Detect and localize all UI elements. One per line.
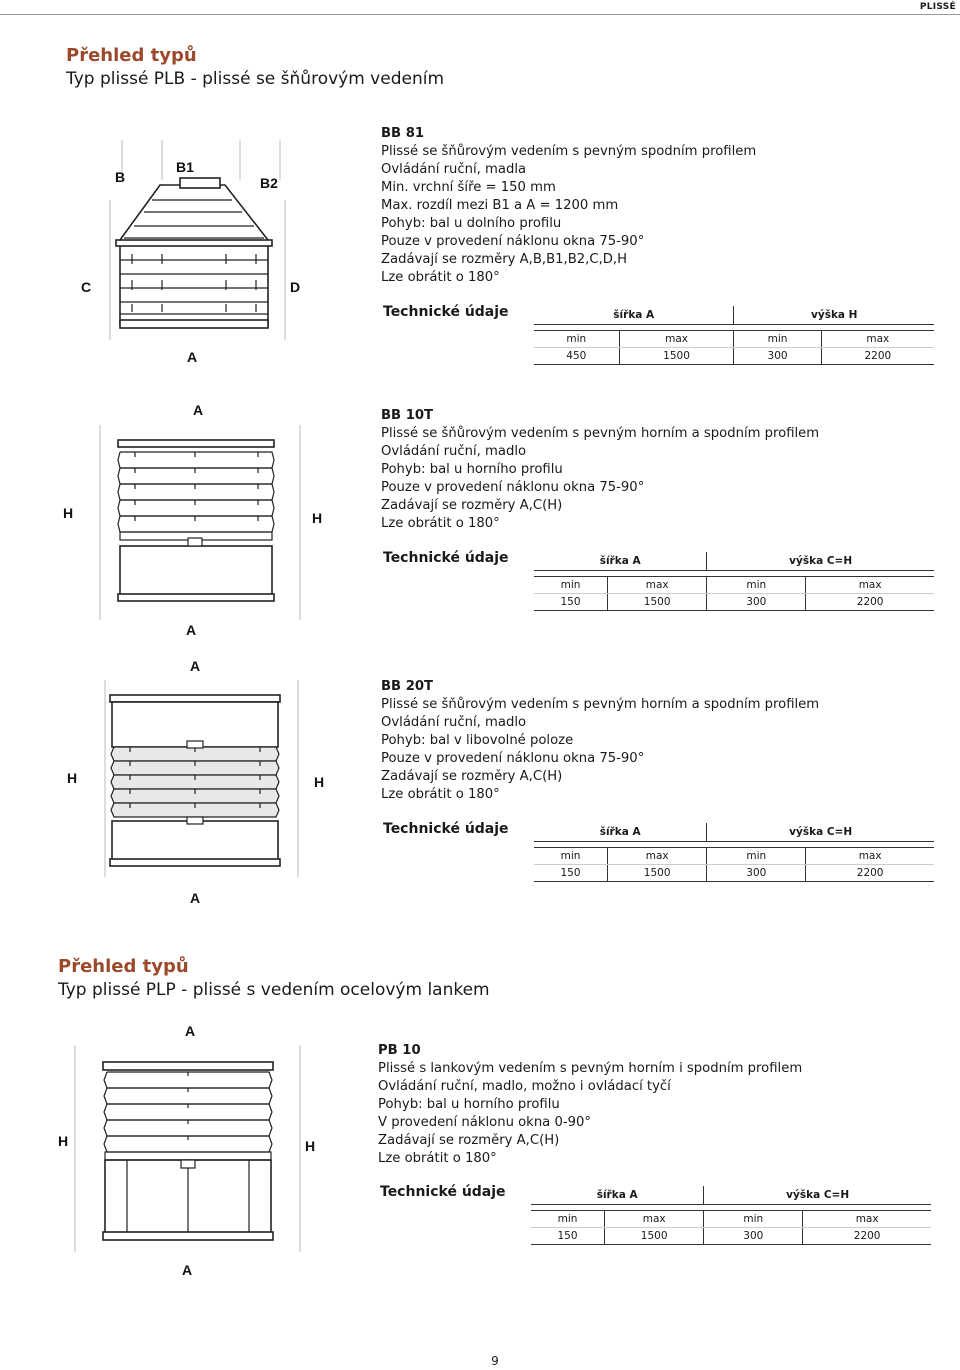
value-cell: 300 <box>704 1228 803 1245</box>
max-label: max <box>605 1211 704 1228</box>
desc-line: Zadávají se rozměry A,B,B1,B2,C,D,H <box>381 252 628 267</box>
desc-line: Pohyb: bal u dolního profilu <box>381 216 562 231</box>
bb20t-tech-table <box>383 823 938 878</box>
min-label: min <box>534 331 619 348</box>
value-cell: 2200 <box>806 865 934 882</box>
label-h-left: H <box>58 1133 69 1149</box>
desc-line: Lze obrátit o 180° <box>381 516 500 531</box>
value-cell: 300 <box>707 594 806 611</box>
min-label: min <box>707 848 806 865</box>
bb10t-drawing <box>60 400 330 640</box>
min-label: min <box>707 577 806 594</box>
value-cell: 1500 <box>619 348 734 365</box>
label-h-right: H <box>314 774 325 790</box>
bb10t-tech-table <box>383 552 938 607</box>
page-number: 9 <box>491 1354 499 1368</box>
min-label: min <box>531 1211 605 1228</box>
section-subtitle: Typ plissé PLP - plissé s vedením ocelovým lankem <box>58 980 490 1000</box>
value-cell: 1500 <box>608 865 707 882</box>
max-label: max <box>608 577 707 594</box>
desc-line: Lze obrátit o 180° <box>381 787 500 802</box>
bb81-tech-table <box>383 306 938 361</box>
value-cell: 2200 <box>803 1228 931 1245</box>
bb20t-drawing <box>60 655 330 910</box>
desc-line: Plissé se šňůrovým vedením s pevným horním a spodním profilem <box>381 426 820 441</box>
label-b2: B2 <box>260 175 278 191</box>
label-a-top: A <box>193 402 204 418</box>
product-code: BB 81 <box>381 126 425 141</box>
desc-line: Pohyb: bal u horního profilu <box>378 1097 560 1112</box>
width-header: šířka A <box>534 823 707 842</box>
min-label: min <box>534 848 608 865</box>
desc-line: Zadávají se rozměry A,C(H) <box>381 769 563 784</box>
value-cell: 2200 <box>821 348 934 365</box>
label-a: A <box>187 349 198 365</box>
max-label: max <box>619 331 734 348</box>
desc-line: Lze obrátit o 180° <box>381 270 500 285</box>
width-header: šířka A <box>531 1186 704 1205</box>
product-code: BB 20T <box>381 679 434 694</box>
value-cell: 150 <box>534 865 608 882</box>
label-c: C <box>81 279 92 295</box>
section-title: Přehled typů <box>58 956 189 977</box>
desc-line: Lze obrátit o 180° <box>378 1151 497 1166</box>
height-header: výška C=H <box>707 552 934 571</box>
value-cell: 150 <box>534 594 608 611</box>
pb10-tech-table <box>380 1186 935 1241</box>
label-b1: B1 <box>176 159 194 175</box>
product-code: BB 10T <box>381 408 434 423</box>
label-a-bottom: A <box>186 622 197 638</box>
tech-label: Technické údaje <box>380 1184 506 1200</box>
label-a-bottom: A <box>182 1262 193 1278</box>
desc-line: Ovládání ruční, madlo <box>381 715 527 730</box>
max-label: max <box>806 577 934 594</box>
min-label: min <box>534 577 608 594</box>
desc-line: Zadávají se rozměry A,C(H) <box>378 1133 560 1148</box>
desc-line: Zadávají se rozměry A,C(H) <box>381 498 563 513</box>
value-cell: 2200 <box>806 594 934 611</box>
desc-line: Max. rozdíl mezi B1 a A = 1200 mm <box>381 198 619 213</box>
tech-label: Technické údaje <box>383 821 509 837</box>
desc-line: Plissé s lankovým vedením s pevným horním i spodním profilem <box>378 1061 803 1076</box>
section-subtitle: Typ plissé PLB - plissé se šňůrovým vedením <box>66 69 445 89</box>
tech-label: Technické údaje <box>383 550 509 566</box>
min-label: min <box>704 1211 803 1228</box>
page-tab-label: PLISSÉ <box>916 0 960 12</box>
width-header: šířka A <box>534 552 707 571</box>
max-label: max <box>803 1211 931 1228</box>
tech-label: Technické údaje <box>383 304 509 320</box>
bb81-description <box>381 125 756 287</box>
desc-line: Ovládání ruční, madlo <box>381 444 527 459</box>
header-rule <box>0 14 960 15</box>
width-header: šířka A <box>534 306 734 325</box>
desc-line: Plissé se šňůrovým vedením s pevným horním a spodním profilem <box>381 697 820 712</box>
desc-line: Ovládání ruční, madla <box>381 162 527 177</box>
section-title: Přehled typů <box>66 45 197 66</box>
desc-line: Pouze v provedení náklonu okna 75-90° <box>381 480 645 495</box>
desc-line: Pouze v provedení náklonu okna 75-90° <box>381 234 645 249</box>
desc-line: Min. vrchní šíře = 150 mm <box>381 180 556 195</box>
desc-line: Pohyb: bal v libovolné poloze <box>381 733 574 748</box>
label-h-left: H <box>63 505 74 521</box>
max-label: max <box>821 331 934 348</box>
desc-line: Pohyb: bal u horního profilu <box>381 462 563 477</box>
label-a-top: A <box>190 658 201 674</box>
product-code: PB 10 <box>378 1043 421 1058</box>
bb10t-description <box>381 407 819 533</box>
label-h-right: H <box>312 510 323 526</box>
value-cell: 150 <box>531 1228 605 1245</box>
desc-line: Pouze v provedení náklonu okna 75-90° <box>381 751 645 766</box>
max-label: max <box>806 848 934 865</box>
value-cell: 300 <box>734 348 821 365</box>
pb10-drawing <box>55 1020 325 1280</box>
label-b: B <box>115 169 126 185</box>
bb20t-description <box>381 678 819 804</box>
value-cell: 450 <box>534 348 619 365</box>
value-cell: 1500 <box>608 594 707 611</box>
label-a-bottom: A <box>190 890 201 906</box>
height-header: výška C=H <box>707 823 934 842</box>
desc-line: Ovládání ruční, madlo, možno i ovládací tyčí <box>378 1079 671 1094</box>
height-header: výška C=H <box>704 1186 931 1205</box>
label-a-top: A <box>185 1023 196 1039</box>
bb81-drawing <box>80 140 320 370</box>
max-label: max <box>608 848 707 865</box>
desc-line: V provedení náklonu okna 0-90° <box>378 1115 591 1130</box>
value-cell: 1500 <box>605 1228 704 1245</box>
height-header: výška H <box>734 306 934 325</box>
pb10-description <box>378 1042 802 1168</box>
value-cell: 300 <box>707 865 806 882</box>
min-label: min <box>734 331 821 348</box>
label-d: D <box>290 279 301 295</box>
label-h-left: H <box>67 770 78 786</box>
label-h-right: H <box>305 1138 316 1154</box>
desc-line: Plissé se šňůrovým vedením s pevným spodním profilem <box>381 144 757 159</box>
